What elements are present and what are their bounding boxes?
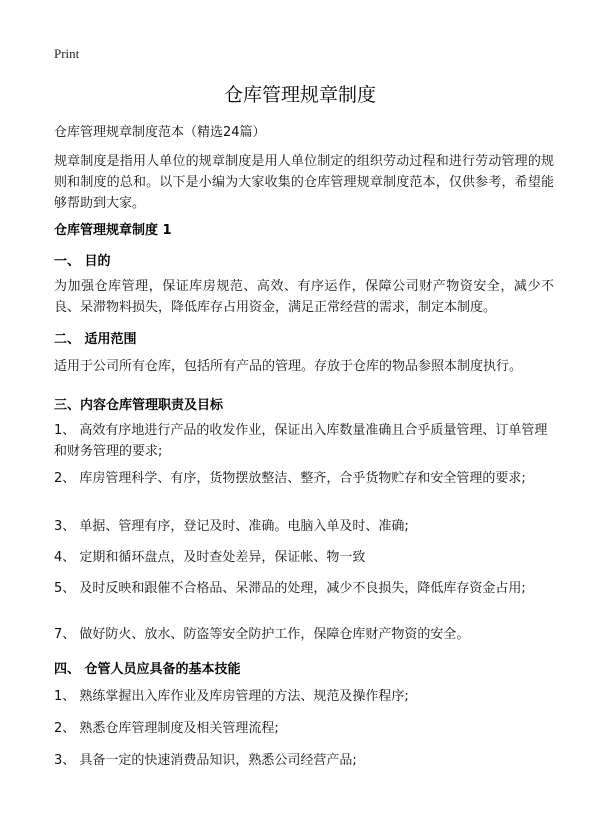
- duty-item-2: 2、 库房管理科学、有序，货物摆放整洁、整齐，合乎货物贮存和安全管理的要求;: [54, 471, 526, 486]
- heading-skills: 四、 仓管人员应具备的基本技能: [54, 662, 241, 677]
- purpose-paragraph: 为加强仓库管理，保证库房规范、高效、有序运作，保障公司财产物资安全，减少不良、呆滞物料损失，降低库存占用资金，满足正常经营的需求，制定本制度。: [54, 279, 554, 315]
- document-subtitle: 仓库管理规章制度范本（精选24篇）: [54, 125, 266, 140]
- skill-item-1: 1、 熟练掌握出入库作业及库房管理的方法、规范及操作程序;: [54, 689, 409, 704]
- duty-item-4: 4、 定期和循环盘点，及时查处差异，保证帐、物一致: [54, 550, 366, 565]
- duty-item-3: 3、 单据、管理有序，登记及时、准确。电脑入单及时、准确;: [54, 519, 409, 534]
- section-title: 仓库管理规章制度 1: [54, 223, 172, 238]
- scope-paragraph: 适用于公司所有仓库，包括所有产品的管理。存放于仓库的物品参照本制度执行。: [54, 359, 523, 374]
- skill-item-3: 3、 具备一定的快速消费品知识，熟悉公司经营产品;: [54, 753, 357, 768]
- heading-duties: 三、内容仓库管理职责及目标: [54, 398, 224, 413]
- duty-item-7: 7、 做好防火、放水、防盗等安全防护工作，保障仓库财产物资的安全。: [54, 627, 470, 642]
- intro-paragraph: 规章制度是指用人单位的规章制度是用人单位制定的组织劳动过程和进行劳动管理的规则和制度的总和。以下是小编为大家收集的仓库管理规章制度范本，仅供参考，希望能够帮助到大家。: [54, 154, 554, 211]
- duty-item-5: 5、 及时反映和跟催不合格品、呆滞品的处理，减少不良损失，降低库存资金占用;: [54, 581, 526, 596]
- heading-purpose: 一、 目的: [54, 254, 111, 269]
- duty-item-1: 1、 高效有序地进行产品的收发作业，保证出入库数量准确且合乎质量管理、订单管理和财务管理的要求;: [54, 423, 548, 459]
- skill-item-2: 2、 熟悉仓库管理制度及相关管理流程;: [54, 721, 279, 736]
- print-link[interactable]: Print: [54, 46, 80, 61]
- heading-scope: 二、 适用范围: [54, 332, 137, 347]
- page-title: 仓库管理规章制度: [223, 84, 376, 106]
